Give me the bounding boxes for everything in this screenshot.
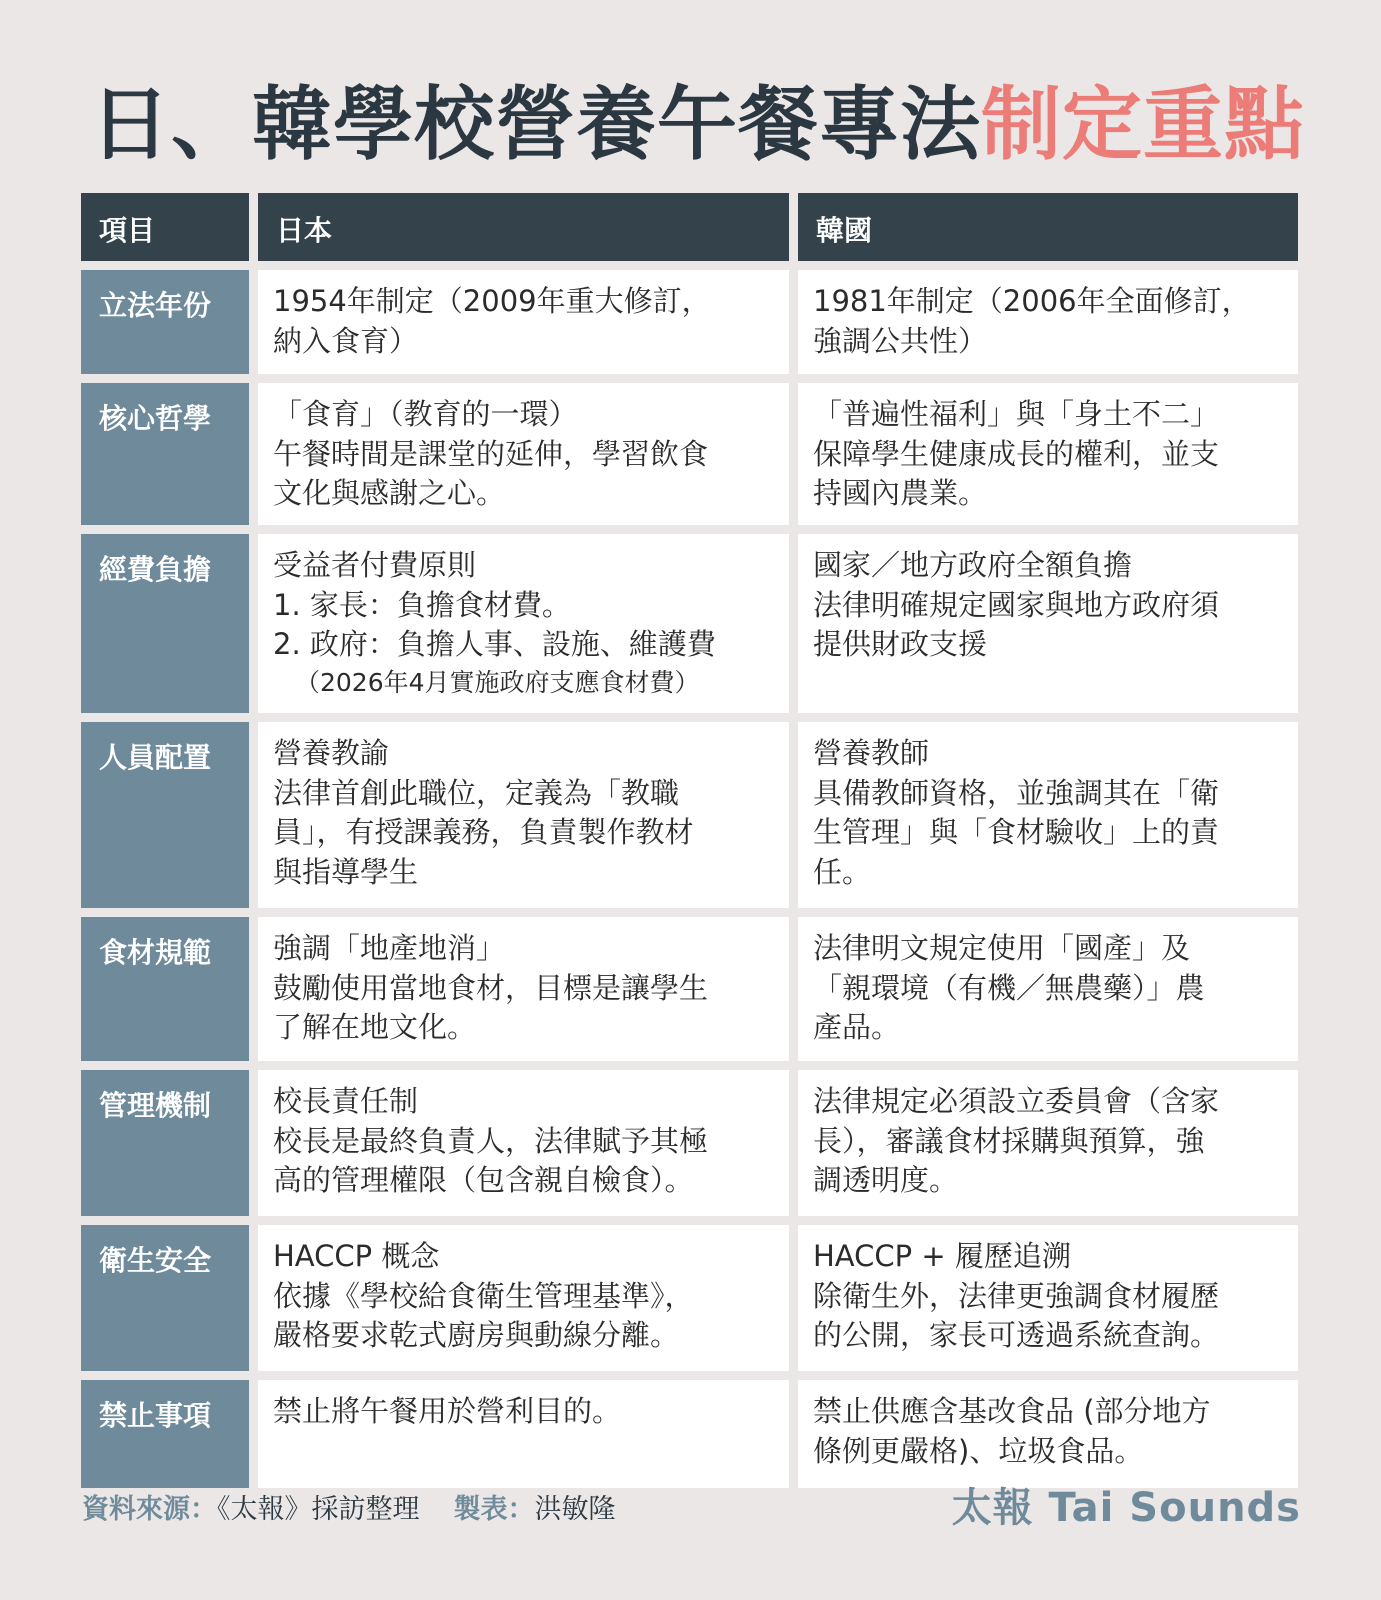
japan-cell [258, 270, 789, 374]
korea-text-line: 生管理」與「食材驗收」上的責 [813, 815, 1220, 849]
comparison-table [81, 193, 1298, 1488]
korea-cell [798, 1070, 1298, 1216]
japan-cell [258, 1380, 789, 1488]
japan-text-line: 「食育」（教育的一環） [273, 397, 578, 431]
japan-text-line: 1. 家長：負擔食材費。 [273, 587, 571, 622]
korea-cell [798, 722, 1298, 908]
row-label: 食材規範 [81, 917, 249, 1061]
row-label: 管理機制 [81, 1070, 249, 1216]
korea-text-line: 除衛生外，法律更強調食材履歷 [813, 1278, 1220, 1313]
korea-text-line: 「普遍性福利」與「身土不二」 [813, 397, 1220, 431]
korea-text-line: 營養教師 [813, 736, 930, 770]
maker-value: 洪敏隆 [534, 1494, 616, 1525]
row-label: 禁止事項 [81, 1380, 249, 1488]
japan-cell [258, 534, 789, 713]
japan-text-line: 禁止將午餐用於營利目的。 [273, 1394, 622, 1428]
korea-text-line: 強調公共性） [813, 323, 988, 358]
korea-cell [798, 383, 1298, 525]
page-title [90, 70, 1305, 180]
source-value: 《太報》採訪整理 [217, 1494, 420, 1525]
japan-text-line: 2. 政府：負擔人事、設施、維護費 [273, 627, 716, 661]
korea-cell [798, 270, 1298, 374]
korea-cell [798, 1225, 1298, 1371]
korea-text-line: 法律明確規定國家與地方政府須 [813, 587, 1220, 622]
korea-cell [798, 917, 1298, 1061]
korea-text-line: 產品。 [813, 1010, 901, 1044]
korea-text-line: 具備教師資格，並強調其在「衛 [813, 775, 1220, 810]
japan-text-line: 校長是最終負責人，法律賦予其極 [273, 1123, 709, 1158]
title-main: 日、韓學校營養午餐專法 [90, 78, 981, 171]
japan-cell [258, 722, 789, 908]
japan-text-line: 高的管理權限（包含親自檢食）。 [273, 1163, 694, 1197]
korea-text-line: 保障學生健康成長的權利，並支 [813, 436, 1220, 471]
japan-text-line: 校長責任制 [273, 1084, 419, 1118]
japan-text-line: 文化與感謝之心。 [273, 476, 506, 510]
japan-text-line: 鼓勵使用當地食材，目標是讓學生 [273, 970, 709, 1005]
japan-text-line: 強調「地產地消」 [273, 931, 506, 965]
japan-text-line: 納入食育） [273, 323, 419, 358]
row-label: 核心哲學 [81, 383, 249, 525]
japan-text-line: 了解在地文化。 [273, 1010, 477, 1044]
korea-cell [798, 1380, 1298, 1488]
korea-text-line: HACCP + 履歷追溯 [813, 1239, 1071, 1273]
korea-text-line: 「親環境（有機／無農藥）」農 [813, 970, 1205, 1005]
korea-text-line: 持國內農業。 [813, 476, 988, 510]
row-label: 經費負擔 [81, 534, 249, 713]
row-label: 衛生安全 [81, 1225, 249, 1371]
japan-text-line: 員」，有授課義務，負責製作教材 [273, 815, 694, 849]
korea-text-line: 法律規定必須設立委員會（含家 [813, 1084, 1220, 1118]
korea-text-line: 調透明度。 [813, 1163, 959, 1197]
korea-text-line: 長），審議食材採購與預算，強 [813, 1123, 1205, 1158]
japan-text-line: 受益者付費原則 [273, 548, 477, 582]
japan-cell [258, 383, 789, 525]
japan-note: （2026年4月實施政府支應食材費） [295, 667, 700, 697]
source-label: 資料來源： [82, 1494, 217, 1525]
title-accent: 制定重點 [981, 78, 1305, 171]
header-japan: 日本 [258, 193, 789, 261]
korea-text-line: 法律明文規定使用「國產」及 [813, 931, 1191, 965]
korea-text-line: 條例更嚴格)、垃圾食品。 [813, 1433, 1144, 1468]
japan-cell [258, 917, 789, 1061]
maker-label: 製表： [453, 1494, 535, 1525]
japan-text-line: 嚴格要求乾式廚房與動線分離。 [273, 1318, 680, 1352]
korea-cell [798, 534, 1298, 713]
japan-text-line: 午餐時間是課堂的延伸，學習飲食 [273, 436, 709, 471]
japan-cell [258, 1070, 789, 1216]
japan-text-line: 與指導學生 [273, 854, 419, 889]
korea-text-line: 任。 [813, 854, 872, 889]
row-label: 人員配置 [81, 722, 249, 908]
row-label: 立法年份 [81, 270, 249, 374]
source-credit [82, 1487, 616, 1526]
japan-text-line: HACCP 概念 [273, 1239, 440, 1273]
korea-text-line: 1981年制定（2006年全面修訂， [813, 284, 1251, 318]
brand-logo: 太報 Tai Sounds [951, 1485, 1301, 1531]
japan-cell [258, 1225, 789, 1371]
japan-text-line: 法律首創此職位，定義為「教職 [273, 775, 680, 810]
korea-text-line: 禁止供應含基改食品 (部分地方 [813, 1394, 1211, 1428]
korea-text-line: 的公開，家長可透過系統查詢。 [813, 1318, 1220, 1352]
header-korea: 韓國 [798, 193, 1298, 261]
japan-text-line: 依據《學校給食衛生管理基準》， [273, 1278, 694, 1313]
header-item: 項目 [81, 193, 249, 261]
korea-text-line: 國家／地方政府全額負擔 [813, 548, 1133, 582]
japan-text-line: 1954年制定（2009年重大修訂， [273, 284, 711, 318]
korea-text-line: 提供財政支援 [813, 627, 988, 661]
japan-text-line: 營養教諭 [273, 736, 390, 770]
